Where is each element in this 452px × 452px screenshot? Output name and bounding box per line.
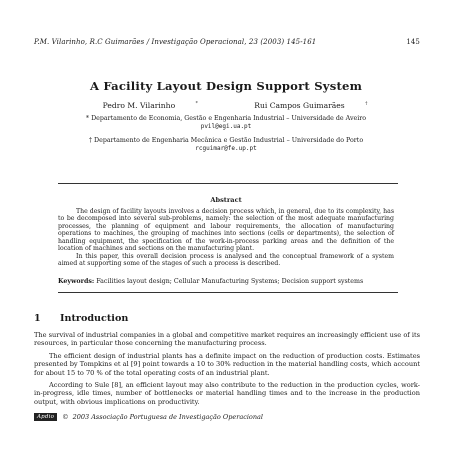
footer-text: 2003 Associação Portuguesa de Investigação Operacional [72, 413, 263, 421]
abstract-body [58, 208, 394, 268]
page-number: 145 [406, 38, 420, 46]
footer [34, 413, 263, 421]
section-body [34, 331, 420, 406]
abstract-paragraph-2: In this paper, this overall decision process is analysed and the conceptual framework of a system aimed at supporting some of the stages of such a process is described. [58, 252, 394, 268]
abstract-paragraph-1: The design of facility layouts involves a decision process which, in general, due to its complexity, has to be decomposed into several sub-problems, namely: the selection of the most adequate manufacturing processes, the planning of equipment and labour requirements, the allocation of manufacturing operations to machines, the grouping of machines into sections (cells or departments), the selection of handling equipment, the specification of the work-in-process parking areas and the definition of the location of machines and sections on the manufacturing plant. [58, 208, 394, 253]
abstract-top-rule [58, 183, 398, 184]
author-1 [85, 101, 198, 110]
abstract-bottom-rule [58, 292, 398, 293]
author-1-name: Pedro M. Vilarinho [102, 101, 176, 110]
author-line [0, 101, 452, 110]
section-title: Introduction [60, 313, 129, 324]
keywords-label: Keywords: [58, 278, 95, 285]
affiliation-1-text: * Departamento de Economia, Gestão e Engenharia Industrial – Universidade de Aveiro [85, 115, 367, 122]
running-head [34, 38, 420, 46]
affiliation-1 [0, 115, 452, 132]
apdio-logo: Apdio [34, 413, 57, 421]
section-number: 1 [34, 313, 41, 324]
affiliation-2-email[interactable]: rcguimar@fe.up.pt [195, 145, 257, 153]
abstract-heading: Abstract [210, 196, 242, 204]
author-2-name: Rui Campos Guimarães [254, 101, 345, 110]
author-1-mark: * [195, 101, 198, 107]
author-2 [236, 101, 367, 110]
affiliation-2 [0, 137, 452, 154]
keywords-text: Facilities layout design; Cellular Manufacturing Systems; Decision support systems [96, 278, 364, 285]
affiliation-1-email[interactable]: pvil@egi.ua.pt [200, 123, 252, 131]
body-paragraph-1: The survival of industrial companies in a global and competitive market requires an increasingly efficient use of its resources, in particular those concerning the manufacturing process. [34, 331, 420, 348]
body-paragraph-2: The efficient design of industrial plants has a definite impact on the reduction of production costs. Estimates presented by Tompkins et al [9] point towards a 10 to 30% reduction in the material handling costs, which account for about 15 to 70 % of the total operating costs of an industrial plant. [34, 351, 420, 377]
body-paragraph-3: According to Sule [8], an efficient layout may also contribute to the reduction in the production cycles, work-in-progress, idle times, number of bottlenecks or material handling times and to the increase in the production output, with obvious implications on productivity. [34, 381, 420, 406]
affiliation-2-text: † Departamento de Engenharia Mecânica e Gestão Industrial – Universidade do Porto [88, 137, 364, 144]
copyright-symbol: © [62, 413, 69, 421]
running-head-text: P.M. Vilarinho, R.C Guimarães / Investigação Operacional, 23 (2003) 145-161 [34, 38, 317, 46]
section-heading [34, 313, 128, 324]
paper-title: A Facility Layout Design Support System [89, 79, 363, 93]
keywords [58, 278, 398, 285]
author-2-mark: † [365, 101, 368, 107]
